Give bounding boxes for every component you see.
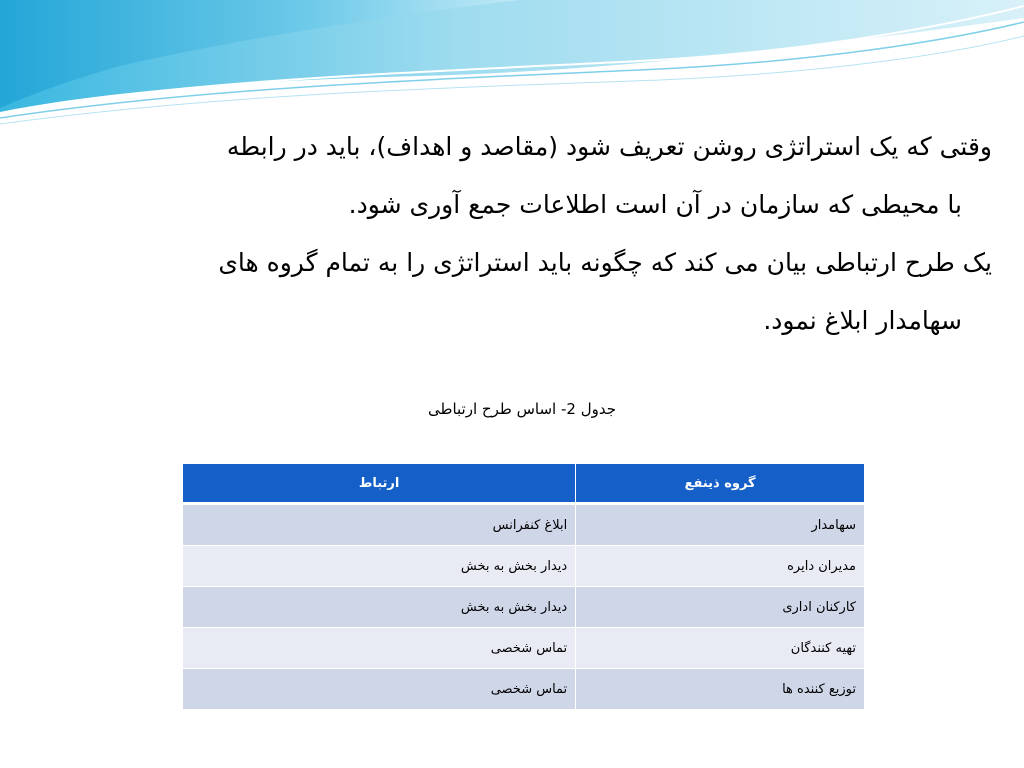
paragraph-line: وقتی که یک استراتژی روشن تعریف شود (مقاصد و اهداف)، باید در رابطه [226, 132, 992, 161]
cell-communication: دیدار بخش به بخش [183, 546, 576, 587]
paragraph-strategy [30, 118, 992, 234]
header-stakeholder-group: گروه ذینفع [576, 464, 864, 504]
stakeholder-communication-table [182, 464, 864, 709]
table-row [183, 504, 865, 546]
table-row [183, 587, 865, 628]
table-row [183, 628, 865, 669]
paragraph-line: یک طرح ارتباطی بیان می کند که چگونه باید استراتژی را به تمام گروه های [218, 248, 992, 277]
header-communication: ارتباط [183, 464, 576, 504]
cell-stakeholder: توزیع کننده ها [576, 669, 864, 710]
header-wave-decoration [0, 0, 1024, 130]
slide-body [30, 118, 992, 350]
cell-communication: دیدار بخش به بخش [183, 587, 576, 628]
paragraph-communication-plan [30, 234, 992, 350]
table-header-row [183, 464, 865, 504]
cell-stakeholder: سهامدار [576, 504, 864, 546]
paragraph-line: سهامدار ابلاغ نمود. [763, 306, 962, 335]
table-row [183, 546, 865, 587]
paragraph-line: با محیطی که سازمان در آن است اطلاعات جمع آوری شود. [348, 190, 962, 219]
cell-stakeholder: کارکنان اداری [576, 587, 864, 628]
cell-communication: تماس شخصی [183, 669, 576, 710]
table-caption: جدول 2- اساس طرح ارتباطی [428, 400, 616, 418]
table-row [183, 669, 865, 710]
cell-stakeholder: مدیران دایره [576, 546, 864, 587]
cell-communication: تماس شخصی [183, 628, 576, 669]
cell-communication: ابلاغ کنفرانس [183, 504, 576, 546]
cell-stakeholder: تهیه کنندگان [576, 628, 864, 669]
